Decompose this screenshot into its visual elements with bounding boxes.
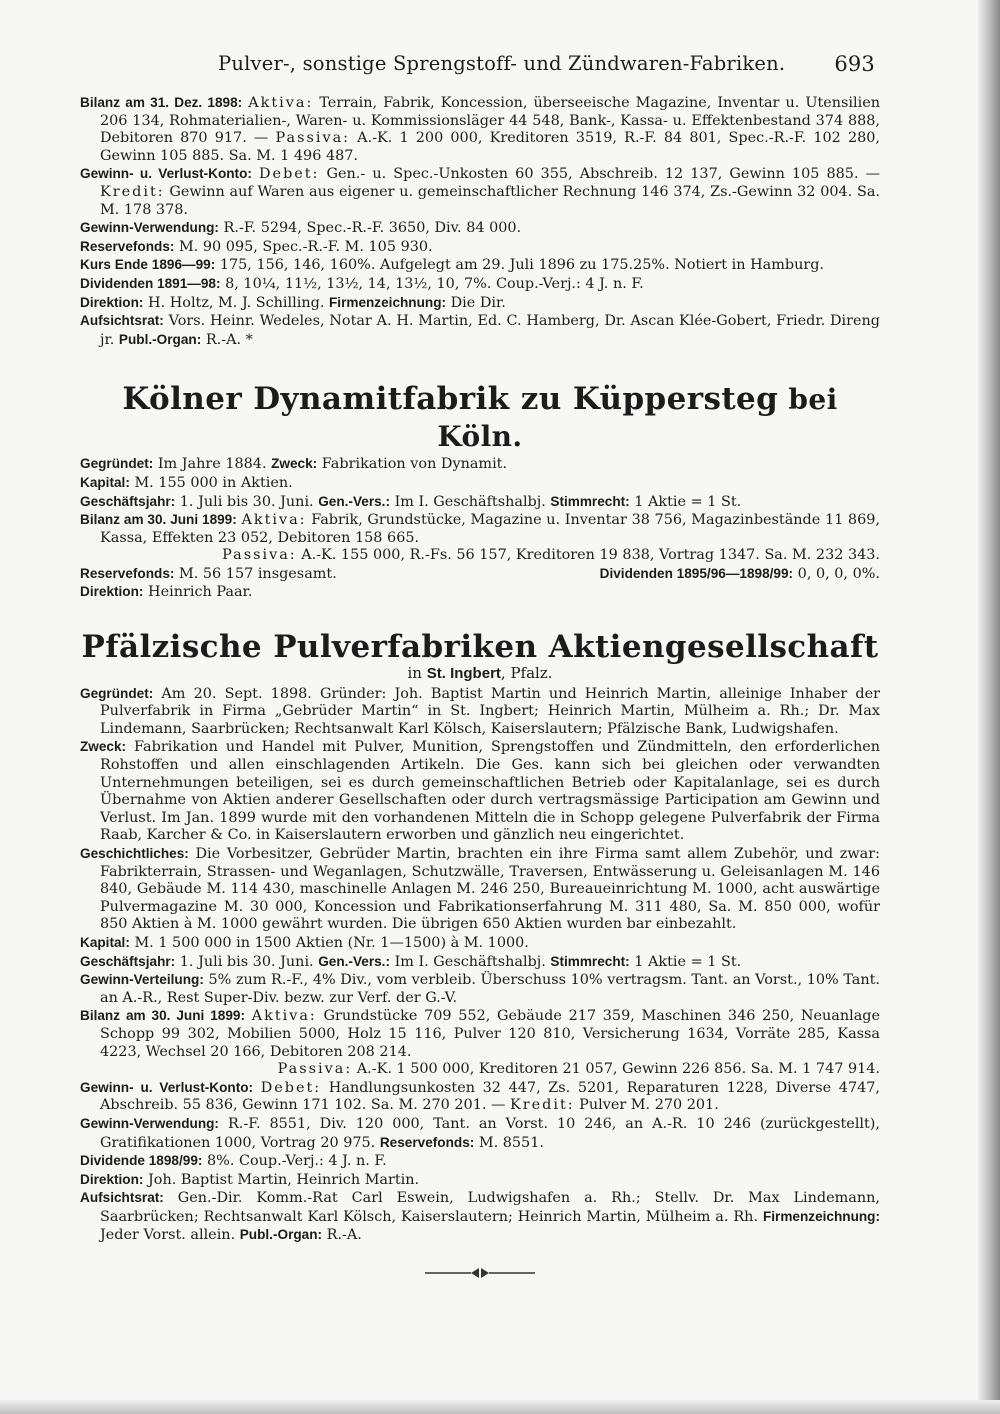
passiva-label: Passiva:: [275, 130, 351, 147]
entry-lead: Aufsichtsrat:: [80, 313, 164, 329]
running-header-title: Pulver-, sonstige Sprengstoff- und Zündwaren-Fabriken.: [218, 52, 786, 75]
entry-geschaeftsjahr: [80, 953, 880, 972]
entry-text: Am 20. Sept. 1898. Gründer: Joh. Baptist Martin und Heinrich Martin, alleinige Inhaber der Pulverfabrik in Firma „Gebrüder Martin“ in St. Ingbert; Heinrich Martin, Mülheim a. Rh.; Dr. Max Lindemann, Saarbrücken; Rechtsanwalt Karl Kölsch, Kaiserslautern; Pfälzische Bank, Ludwigshafen.: [100, 685, 880, 737]
entry-lead: Gewinn-Verwendung:: [80, 1115, 219, 1131]
end-ornament-icon: [425, 1267, 535, 1279]
entry-text: R.-F. 5294, Spec.-R.-F. 3650, Div. 84 000.: [223, 220, 522, 237]
entry-text: Fabrikation von Dynamit.: [321, 456, 508, 473]
entry-lead: Publ.-Organ:: [239, 1227, 323, 1243]
entry-lead: Gen.-Vers.:: [318, 493, 390, 509]
entry-aufsichtsrat: [80, 1189, 880, 1245]
entry-text: 5% zum R.-F., 4% Div., vom verbleib. Überschuss 10% vertragsm. Tant. an Vorst., 10% Tant. an A.-R., Rest Super-Div. bezw. zur Verf. der G.-V.: [100, 972, 880, 1006]
entry-aufsichtsrat: [80, 312, 880, 349]
entry-text: Fabrikation und Handel mit Pulver, Munition, Sprengstoffen und Zündmitteln, den erforderlichen Rohstoffen und allen einschlagenden Artikeln. Die Ges. kann sich bei gleichen oder verwandten Unternehmungen beteiligen, sei es durch gemeinschaftlichen Betrieb oder Kapitalanlage, sei es durch Übernahme von Aktien anderer Gesellschaften oder durch vertragsmässige Participation am Gewinn und Verlust. Im Jan. 1899 wurde mit den vorhandenen Mitteln die in Schopp gelegene Pulverfabrik der Firma Raab, Karcher & Co. in Kaiserslautern erworben und gänzlich neu eingerichtet.: [100, 739, 880, 844]
entry-lead: Gegründet:: [80, 456, 154, 472]
entry-gewinn-verteilung: [80, 971, 880, 1007]
section-spacer: [80, 602, 880, 629]
heading-text: bei Köln.: [437, 383, 838, 454]
entry-bilanz-1899: [80, 511, 880, 547]
entry-bilanz-1899: [80, 1007, 880, 1061]
entry-kapital: [80, 474, 880, 493]
location-place: St. Ingbert: [426, 665, 501, 683]
entry-gegruendet-zweck: [80, 455, 880, 474]
entry-text: H. Holtz, M. J. Schilling.: [148, 294, 325, 311]
location-prefix: in: [407, 664, 427, 683]
entry-text: A.-K. 155 000, R.-Fs. 56 157, Kreditoren 19 838, Vortrag 1347. Sa. M. 232 343.: [301, 547, 880, 564]
entry-lead: Kurs Ende 1896—99:: [80, 257, 216, 273]
entry-lead: Direktion:: [80, 294, 144, 310]
entry-lead: Gewinn- u. Verlust-Konto:: [80, 1079, 254, 1095]
entry-text: Fabrik, Grundstücke, Magazine u. Inventar 38 756, Magazinbestände 11 869, Kassa, Effekten 23 052, Debitoren 158 665.: [100, 512, 880, 546]
entry-lead: Dividende 1898/99:: [80, 1153, 203, 1169]
entry-lead: Bilanz am 30. Juni 1899:: [80, 1008, 245, 1024]
entry-text: Die Dir.: [450, 294, 506, 311]
passiva-label: Passiva:: [277, 1061, 353, 1078]
entry-text: Im I. Geschäftshalbj.: [394, 493, 546, 510]
entry-dividende: [80, 1152, 880, 1171]
entry-text: Gen.- u. Spec.-Unkosten 60 355, Abschreib. 12 137, Gewinn 105 885. —: [326, 166, 881, 183]
entry-text: 1. Juli bis 30. Juni.: [179, 953, 314, 970]
entry-text: 0, 0, 0, 0%.: [797, 565, 880, 582]
entry-lead: Reservefonds:: [80, 565, 175, 581]
entry-text: M. 155 000 in Aktien.: [134, 474, 293, 491]
entry-passiva: [80, 1061, 880, 1079]
entry-passiva: [80, 547, 880, 565]
entry-text: M. 90 095, Spec.-R.-F. M. 105 930.: [179, 238, 433, 255]
entry-text: Handlungsunkosten 32 447, Zs. 5201, Reparaturen 1228, Diverse 4747, Abschreib. 55 836, Gewinn 171 102. Sa. M. 270 201. —: [100, 1079, 880, 1114]
passiva-label: Passiva:: [222, 547, 297, 564]
entry-dividenden: [80, 275, 880, 294]
entry-text: 1 Aktie = 1 St.: [634, 953, 742, 970]
entry-lead: Bilanz am 31. Dez. 1898:: [80, 95, 243, 110]
page-body: [80, 94, 880, 1279]
entry-lead: Kapital:: [80, 474, 130, 490]
entry-lead: Geschichtliches:: [80, 846, 189, 861]
entry-gewinn-verwendung: [80, 219, 880, 238]
entry-lead: Geschäftsjahr:: [80, 953, 176, 969]
entry-text: Grundstücke 709 552, Gebäude 217 359, Maschinen 346 250, Neuanlage Schopp 99 302, Mobilien 5000, Holz 15 116, Pulver 120 810, Versicherung 1634, Vorräte 285, Kassa 4223, Wechsel 20 166, Debitoren 208 214.: [100, 1008, 881, 1060]
entry-lead: Gegründet:: [80, 685, 154, 701]
entry-text: Gewinn auf Waren aus eigener u. gemeinschaftlicher Rechnung 146 374, Zs.-Gewinn 32 004. Sa. M. 178 378.: [100, 183, 880, 218]
entry-text: M. 56 157 insgesamt.: [179, 565, 337, 582]
entry-gewinn-verlust: [80, 1079, 880, 1115]
entry-text: A.-K. 1 500 000, Kreditoren 21 057, Gewinn 226 856. Sa. M. 1 747 914.: [356, 1061, 880, 1078]
entry-lead: Firmenzeichnung:: [762, 1208, 881, 1224]
entry-direktion: [80, 583, 880, 602]
entry-lead: Reservefonds:: [80, 238, 175, 254]
entry-text: Joh. Baptist Martin, Heinrich Martin.: [148, 1171, 420, 1188]
page-edge-shadow-right: [978, 0, 1000, 1414]
company-location: [80, 665, 880, 683]
entry-text: Im I. Geschäftshalbj.: [394, 953, 546, 970]
entry-text: Jeder Vorst. allein.: [100, 1227, 236, 1244]
entry-text: 175, 156, 146, 160%. Aufgelegt am 29. Juli 1896 zu 175.25%. Notiert in Hamburg.: [219, 257, 825, 274]
entry-lead: Direktion:: [80, 584, 144, 600]
entry-lead: Firmenzeichnung:: [328, 294, 447, 310]
entry-text: 1 Aktie = 1 St.: [634, 493, 742, 510]
entry-kurs: [80, 256, 880, 275]
kredit-label: Kredit:: [509, 1097, 575, 1114]
entry-reservefonds-dividenden: [80, 565, 880, 584]
section-spacer: [80, 349, 880, 381]
entry-text: 8%. Coup.-Verj.: 4 J. n. F.: [206, 1153, 387, 1170]
aktiva-label: Aktiva:: [251, 1008, 317, 1025]
entry-lead: Gewinn-Verteilung:: [80, 972, 204, 988]
entry-lead: Stimmrecht:: [550, 953, 630, 969]
entry-lead: Gen.-Vers.:: [318, 953, 390, 969]
entry-text: M. 1 500 000 in 1500 Aktien (Nr. 1—1500) à M. 1000.: [134, 934, 529, 951]
company-heading-koelner-dynamitfabrik: [80, 381, 880, 455]
entry-text: R.-A.: [326, 1227, 362, 1244]
entry-lead: Kapital:: [80, 934, 130, 950]
heading-text: Kölner Dynamitfabrik zu Küppersteg: [122, 381, 779, 418]
entry-lead: Reservefonds:: [379, 1134, 475, 1150]
debet-label: Debet:: [259, 166, 320, 183]
entry-text: Im Jahre 1884.: [157, 456, 267, 473]
entry-lead: Publ.-Organ:: [118, 331, 202, 347]
entry-gewinn-verwendung: [80, 1115, 880, 1152]
entry-lead: Zweck:: [271, 456, 318, 472]
entry-bilanz-1898: [80, 94, 880, 165]
entry-text: Die Vorbesitzer, Gebrüder Martin, brachten ein ihre Firma samt allem Zubehör, und zwar: Fabrikterrain, Strassen- und Weganlagen, Schutzwälle, Traversen, Entwässerung u. Geleisanlagen M. 146 840, Gebäude M. 114 430, maschinelle Anlagen M. 246 250, Bureaueinrichtung M. 1000, acht auswärtige Pulvermagazine M. 30 000, Koncession und Fabrikationserfahrung M. 311 480, Sa. M. 850 000, wofür 850 Aktien à M. 1000 gewährt wurden. Die übrigen 650 Aktien wurden bar einbezahlt.: [100, 846, 880, 933]
entry-lead: Dividenden 1895/96—1898/99:: [599, 565, 794, 581]
entry-lead: Gewinn- u. Verlust-Konto:: [80, 166, 252, 182]
entry-text: Terrain, Fabrik, Koncession, überseeische Magazine, Inventar u. Utensilien 206 134, Rohmaterialien-, Waren- u. Kommissionsläger 44 548, Bank-, Kassa- u. Effektenbestand 374 888, Debitoren 870 917. —: [100, 95, 880, 147]
entry-direktion: [80, 1171, 880, 1190]
entry-lead: Bilanz am 30. Juni 1899:: [80, 512, 237, 528]
company-heading-pfaelzische-pulverfabriken: Pfälzische Pulverfabriken Aktiengesellschaft: [81, 629, 879, 666]
entry-gewinn-verlust: [80, 165, 880, 219]
debet-label: Debet:: [260, 1079, 322, 1096]
entry-text: Heinrich Paar.: [148, 584, 253, 601]
page-edge-shadow-bottom: [0, 1400, 1000, 1414]
entry-text: R.-A. *: [205, 331, 253, 348]
aktiva-label: Aktiva:: [241, 512, 307, 529]
entry-text: 8, 10¼, 11½, 13½, 14, 13½, 10, 7%. Coup.-Verj.: 4 J. n. F.: [225, 275, 644, 292]
entry-lead: Stimmrecht:: [550, 493, 630, 509]
entry-reservefonds: [80, 238, 880, 257]
entry-lead: Gewinn-Verwendung:: [80, 220, 219, 236]
entry-lead: Aufsichtsrat:: [80, 1190, 164, 1206]
entry-lead: Direktion:: [80, 1171, 144, 1187]
reservefonds-cell: [80, 565, 337, 584]
reservefonds-dividenden-row: [80, 565, 880, 584]
entry-text: Pulver M. 270 201.: [579, 1097, 719, 1114]
entry-geschichtliches: [80, 845, 880, 934]
entry-text: Vors. Heinr. Wedeles, Notar A. H. Martin, Ed. C. Hamberg, Dr. Ascan Klée-Gobert, Friedr. Direng jr.: [100, 313, 881, 348]
entry-lead: Zweck:: [80, 739, 127, 755]
entry-text: R.-F. 8551, Div. 120 000, Tant. an Vorst. 10 246, an A.-R. 10 246 (zurückgestellt), Gratifikationen 1000, Vortrag 20 975.: [100, 1115, 880, 1151]
entry-geschaeftsjahr: [80, 493, 880, 512]
entry-lead: Geschäftsjahr:: [80, 493, 176, 509]
entry-lead: Dividenden 1891—98:: [80, 275, 221, 291]
kredit-label: Kredit:: [100, 183, 165, 200]
running-header: [90, 52, 875, 82]
entry-text: 1. Juli bis 30. Juni.: [179, 493, 314, 510]
entry-direktion: [80, 294, 880, 313]
entry-text: A.-K. 1 200 000, Kreditoren 3519, R.-F. 84 801, Spec.-R.-F. 102 280, Gewinn 105 885. Sa. M. 1 496 487.: [100, 130, 880, 164]
aktiva-label: Aktiva:: [248, 95, 314, 111]
page-number: 693: [834, 52, 875, 76]
entry-text: Gen.-Dir. Komm.-Rat Carl Eswein, Ludwigshafen a. Rh.; Stellv. Dr. Max Lindemann, Saarbrücken; Rechtsanwalt Karl Kölsch, Kaiserslautern; Heinrich Martin, Mülheim a. Rh.: [100, 1190, 880, 1225]
entry-gegruendet: [80, 685, 880, 739]
entry-text: M. 8551.: [478, 1134, 544, 1151]
location-suffix: , Pfalz.: [500, 664, 553, 683]
dividenden-cell: [599, 565, 880, 584]
entry-kapital: [80, 934, 880, 953]
entry-zweck: [80, 738, 880, 845]
